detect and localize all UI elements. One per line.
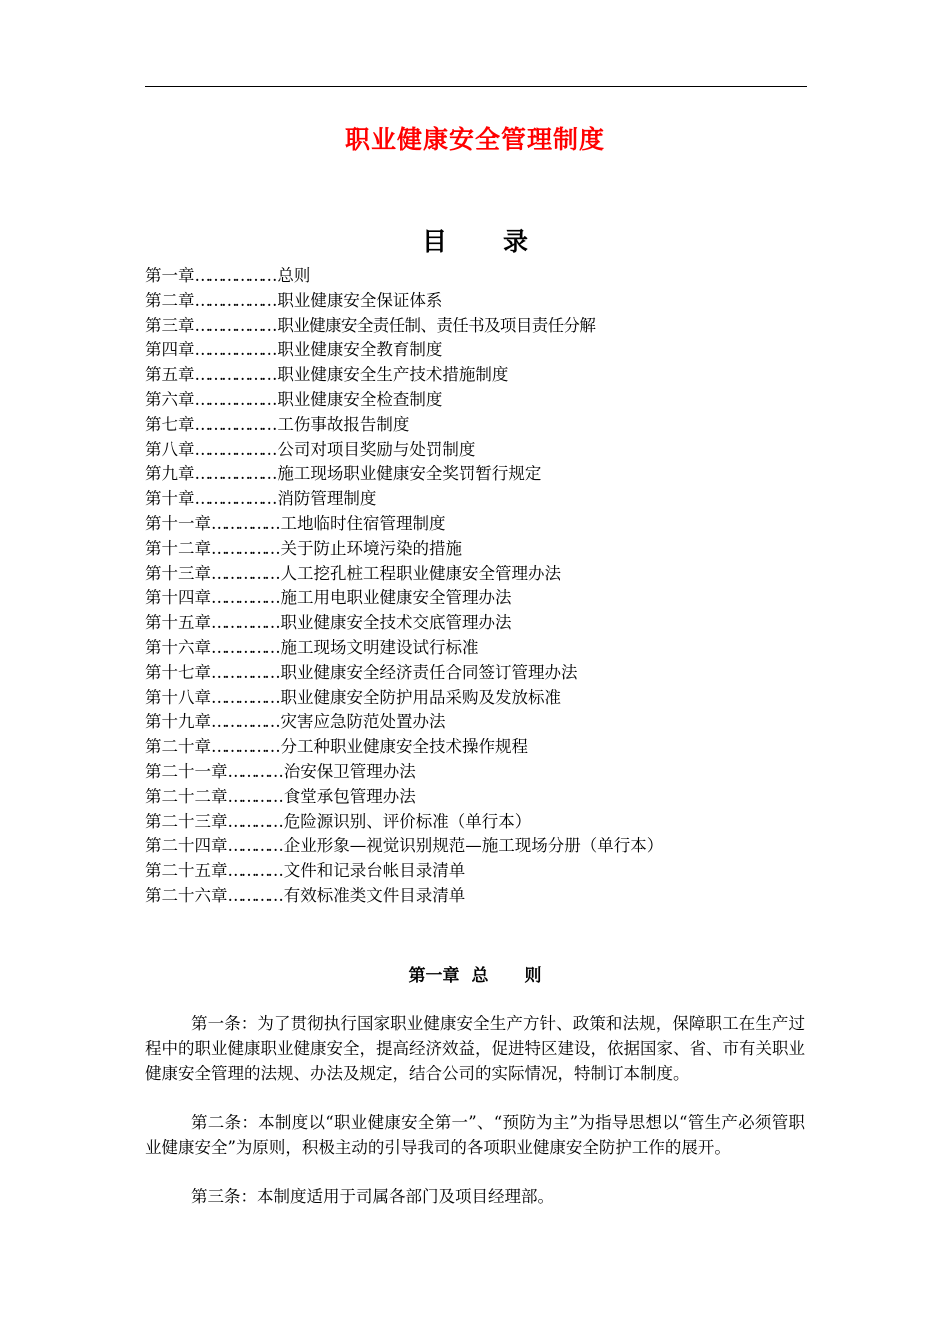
article-3: 第三条：本制度适用于司属各部门及项目经理部。 — [191, 1187, 554, 1206]
toc-leader: ……………… — [194, 464, 275, 484]
toc-leader: …………… — [211, 637, 278, 657]
toc-title: 消防管理制度 — [277, 489, 377, 509]
chapter-number: 第一章 — [408, 966, 460, 986]
toc-title: 施工现场文明建设试行标准 — [280, 637, 479, 657]
toc-title: 职业健康安全教育制度 — [277, 340, 443, 360]
toc-chapter: 第七章 — [145, 414, 195, 434]
toc-chapter: 第二十六章 — [145, 885, 228, 905]
toc-chapter: 第一章 — [145, 266, 195, 285]
toc-leader: ……………… — [194, 439, 275, 459]
chapter-one-heading — [0, 961, 950, 986]
toc-heading — [0, 222, 950, 258]
toc-title: 职业健康安全保证体系 — [277, 290, 443, 310]
toc-entry — [145, 884, 805, 909]
toc-chapter: 第二十三章 — [145, 811, 228, 831]
toc-title: 人工挖孔桩工程职业健康安全管理办法 — [280, 563, 562, 583]
toc-entry — [145, 735, 805, 760]
toc-chapter: 第六章 — [145, 389, 195, 409]
toc-chapter: 第五章 — [145, 365, 195, 385]
toc-chapter: 第九章 — [145, 464, 195, 484]
toc-leader: ………… — [227, 836, 281, 856]
toc-leader: ……………… — [194, 414, 275, 434]
toc-chapter: 第八章 — [145, 439, 195, 459]
toc-entry — [145, 363, 805, 388]
toc-leader: ……………… — [194, 290, 275, 310]
toc-leader: ……………… — [194, 315, 275, 335]
toc-entry — [145, 512, 805, 537]
toc-leader: ………… — [227, 861, 281, 881]
toc-leader: …………… — [211, 538, 278, 558]
toc-title: 危险源识别、评价标准（单行本） — [283, 811, 532, 831]
toc-entry — [145, 810, 805, 835]
toc-entry — [145, 859, 805, 884]
toc-chapter: 第十四章 — [145, 588, 211, 608]
toc-entry — [145, 289, 805, 314]
toc-entry — [145, 462, 805, 487]
toc-title: 灾害应急防范处置办法 — [280, 712, 446, 732]
toc-title: 公司对项目奖励与处罚制度 — [277, 439, 476, 459]
toc-entry — [145, 264, 805, 289]
toc-chapter: 第十八章 — [145, 687, 211, 707]
chapter-title-char-1: 总 — [471, 966, 489, 986]
toc-entry — [145, 413, 805, 438]
toc-chapter: 第二章 — [145, 290, 195, 310]
article-1: 第一条：为了贯彻执行国家职业健康安全生产方针、政策和法规，保障职工在生产过程中的职业健康职业健康安全，提高经济效益，促进特区建设，依据国家、省、市有关职业健康安全管理的法规、办法及规定，结合公司的实际情况，特制订本制度。 — [145, 1014, 805, 1083]
toc-entry — [145, 834, 805, 859]
toc-chapter: 第二十章 — [145, 737, 211, 757]
toc-title: 文件和记录台帐目录清单 — [283, 861, 466, 881]
toc-title: 职业健康安全技术交底管理办法 — [280, 613, 512, 633]
toc-title: 职业健康安全经济责任合同签订管理办法 — [280, 662, 578, 682]
toc-leader: ………… — [227, 885, 281, 905]
toc-chapter: 第十二章 — [145, 538, 211, 558]
toc-title: 施工用电职业健康安全管理办法 — [280, 588, 512, 608]
toc-title: 分工种职业健康安全技术操作规程 — [280, 737, 529, 757]
toc-heading-char-2: 录 — [503, 227, 529, 256]
toc-leader: ……………… — [194, 340, 275, 360]
header-rule — [145, 86, 807, 87]
toc-chapter: 第二十一章 — [145, 761, 228, 781]
toc-leader: …………… — [211, 737, 278, 757]
toc-entry — [145, 611, 805, 636]
toc-leader: …………… — [211, 588, 278, 608]
toc-leader: …………… — [211, 712, 278, 732]
toc-leader: ………… — [227, 786, 281, 806]
toc-leader: …………… — [211, 563, 278, 583]
toc-title: 工地临时住宿管理制度 — [280, 513, 446, 533]
toc-leader: …………… — [211, 613, 278, 633]
toc-chapter: 第十章 — [145, 489, 195, 509]
toc-title: 职业健康安全责任制、责任书及项目责任分解 — [277, 315, 596, 335]
toc-chapter: 第四章 — [145, 340, 195, 360]
toc-chapter: 第十五章 — [145, 613, 211, 633]
toc-leader: …………… — [211, 513, 278, 533]
toc-leader: ………… — [227, 811, 281, 831]
toc-entry — [145, 487, 805, 512]
toc-leader: ……………… — [194, 365, 275, 385]
toc-chapter: 第三章 — [145, 315, 195, 335]
toc-chapter: 第十一章 — [145, 513, 211, 533]
toc-title: 总则 — [277, 266, 311, 285]
toc-leader: ……………… — [194, 389, 275, 409]
toc-entry — [145, 710, 805, 735]
toc-entry — [145, 338, 805, 363]
toc-entry — [145, 537, 805, 562]
toc-title: 职业健康安全生产技术措施制度 — [277, 365, 509, 385]
toc-chapter: 第十六章 — [145, 637, 211, 657]
toc-leader: ……………… — [194, 266, 275, 285]
toc-chapter: 第二十二章 — [145, 786, 228, 806]
toc-heading-char-1: 目 — [421, 227, 447, 256]
toc-chapter: 第二十四章 — [145, 836, 228, 856]
toc-title: 工伤事故报告制度 — [277, 414, 410, 434]
toc-entry — [145, 438, 805, 463]
toc-leader: …………… — [211, 662, 278, 682]
toc-entry — [145, 686, 805, 711]
toc-entry — [145, 388, 805, 413]
toc-entry — [145, 636, 805, 661]
toc-entry — [145, 661, 805, 686]
toc-chapter: 第十九章 — [145, 712, 211, 732]
chapter-title-char-2: 则 — [524, 966, 542, 986]
toc-title: 企业形象—视觉识别规范—施工现场分册（单行本） — [283, 836, 664, 856]
toc-entry — [145, 562, 805, 587]
toc-title: 施工现场职业健康安全奖罚暂行规定 — [277, 464, 542, 484]
document-title: 职业健康安全管理制度 — [344, 125, 605, 154]
toc-title: 关于防止环境污染的措施 — [280, 538, 463, 558]
toc-entry — [145, 314, 805, 339]
toc-leader: …………… — [211, 687, 278, 707]
toc-title: 职业健康安全防护用品采购及发放标准 — [280, 687, 562, 707]
toc-title: 职业健康安全检查制度 — [277, 389, 443, 409]
toc-title: 食堂承包管理办法 — [283, 786, 416, 806]
toc-chapter: 第十三章 — [145, 563, 211, 583]
toc-entry — [145, 586, 805, 611]
article-2: 第二条：本制度以“职业健康安全第一”、“预防为主”为指导思想以“管生产必须管职业健康安全”为原则，积极主动的引导我司的各项职业健康安全防护工作的展开。 — [145, 1113, 805, 1157]
toc-chapter: 第十七章 — [145, 662, 211, 682]
toc-leader: ………… — [227, 761, 281, 781]
toc-title: 治安保卫管理办法 — [283, 761, 416, 781]
toc-leader: ……………… — [194, 489, 275, 509]
toc-entry — [145, 785, 805, 810]
table-of-contents — [145, 264, 805, 909]
toc-title: 有效标准类文件目录清单 — [283, 885, 466, 905]
toc-chapter: 第二十五章 — [145, 861, 228, 881]
toc-entry — [145, 760, 805, 785]
